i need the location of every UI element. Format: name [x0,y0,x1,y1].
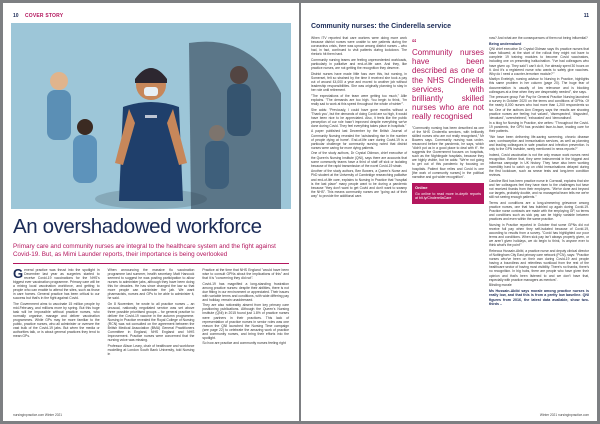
body-paragraph: When announcing the massive flu vaccination programme last summer, health secretary Matt Hancock seemed to suggest he was posting participation to allow nurses to administer jabs, although they have been doing this for decades. He has since changed the law so that more people can administer the jab. We want pharmacists, nurses and GPs to be able to administer it, he said. [107,268,195,301]
body-column [311,36,407,307]
body-paragraph: The Government aims to vaccinate 15 million people by mid-February, and millions more by spring. But this huge task will be impossible without practice nurses, who normally organise, manage and deliver vaccination programmes. While GPs may be more familiar to the public, practice nurses, who all administer or oversee the vast bulk of the Covid-19 jabs. But when the media or authorities talk, or is about general practices they tend to mean GPs. [13,301,100,339]
body-paragraph: Another of the study authors, Ben Bowers, a Queen's Nurse and PhD student at the University of Cambridge researching palliative and end-of-life care, explains to Nursing in Practice that "hospital is the last place" many people want to be during a pandemic because "they don't want to get Covid and don't want to swamp the NHS". This means community nurses are "going out of their way" to provide the additional care. [311,169,407,198]
body-paragraph: Covid-19 has magnified a long-standing frustration among practice nurses: despite their abilities, there is not due fitting in our environment or appreciated. Their issues with variable terms and conditions, with wide differing pay and holiday, remain unaddressed. [202,281,290,302]
subsection-heading: Community nurses: the Cinderella service [311,23,452,30]
page-header [13,13,63,19]
body-paragraph: The pressure group Fair Pay for General Practice Nursing launched a survey in October 2020 on the terms and conditions of GPNs. Of the nearly 8,000 nurses who had more than 1,200 respondents so far. One of the authors Ann Gregory says the results are showing practice nurses are feeling 'not valued', 'disrespected', 'disgusted', 'devalued', 'overwhelmed', 'exhausted' and 'demoralised'. [489,95,589,120]
online-box-text[interactable]: Go online to read more in-depth reports at bit.ly/CinderellaCare [415,191,481,201]
body-paragraph: Community nursing teams are feeling unprecedented workloads, particularly in palliative and end-of-life care. And they, like practice nurses, are not getting the recognition they deserve. [311,57,407,71]
body-paragraph: Rebecca Hussain-Abibi, a practice nurse and deputy clinical director of Nottingham City East primary care network (PCN), says: "Practice nurses who've been on their own during Covid-19 and people having a boundless and relentless workload from the rest of the healthcare sector of having most visibility. There's no thanks, there's no recognition. In big hubs, there are people who have given their opinion and that's been listened to and we don't have that, especially with practice managers as mentors". [489,249,589,282]
page-footer: nursinginpractice.com Winter 2021 [13,413,63,417]
right-body-columns [311,36,589,307]
body-column [489,36,589,307]
nurse-illustration [11,23,291,209]
right-page [301,3,597,421]
body-column [13,268,100,357]
page-number: 11 [583,13,589,19]
body-paragraph: "The expectations of the team were getting too much," Allie explains. "The demands are too high. You begin to think, 'I'm really sad to work at this speed throughout the whole of winter'". [311,93,407,106]
body-subheading: Ms Hussain-Abibi says morale among practice nurses is really low, and that this is from a pretty low baseline. QNI figures from 2016, the latest data available, show two-thirds – [489,289,589,306]
quote-mark-icon: “ [412,36,417,51]
body-paragraph: "We have been delivering life-saving screening, chronic disease care, contraception and immunisation services, as well as planning and leading colleagues in safe practice and infection prevention. Is only to the GPN invisible, rarely mentioned in news reports?" [489,135,589,152]
section-label: COVER STORY [24,13,64,19]
divider [13,263,289,264]
body-paragraph: A paper published last December by the British Journal of Community Nursing revealed the 'outstanding rise in the number of people dying at home'. End-of-life care during Covid-19 is a particular challenge for community nursing noted that district nurses were caring for more dying patients. [311,129,407,150]
body-paragraph: Terms and conditions are a long-simmering grievance among practice nurses, one that has bubbled up again during Covid-19. Practice nurse contracts are made with the employing GP, so terms and conditions such as sick pay can be highly variable between practices and even within the same practice. [489,200,589,222]
body-paragraph: One of the study authors, Dr Crystal Oldman, chief executive of the Queen's Nursing Institute (QNI), says there are accounts that some community teams have a third of staff off sick or isolating because of the rapid transmission of the novel Covid-19 strain. [311,151,407,168]
body-paragraph: She adds: "Previously, I could have gone months without a 'Thank you', but the demands of doing Covid are so high, it would have been nice to be appreciated. Also, it feels like the public perception of our role hasn't improved despite everything we've done during Covid. They feel everything takes place in hospitals." [311,107,407,128]
page-number: 10 [13,13,19,19]
body-paragraph: General practice was thrust into the spotlight in December last year as surgeries started to receive Covid-19 vaccinations for the NHS's biggest ever vaccination programme. Primary care will be a mixing local vaccination workforce, and getting to people who can enable to attend the sites, such as those in care homes. General practice has been critical to our success but that's in the fight against Covid. [13,266,100,301]
body-paragraph: They are also noticeably absent from key primary care positioning publications. Although the Queen's Nursing Institute (QNI) in 2015 found just 1.8% of practice nurses were partners in their practices. This lack of representation of practice nurses in senior roles was one reason the QNI launched the Nursing Time campaign (see page 22) to celebrate the amazing work of practice and community nurses, and bring their efforts into the spotlight. [202,303,290,340]
headline: An overshadowed workforce [13,215,262,238]
body-paragraph: Caroline Bird has been practice nurse in Cornwall, explains that she and her colleagues feel they have risen to the challenges but have not received thanks from their employers. "We've done and beyond our targets, probably double, and no managerial team tells me we're still not seeing enough patients." [489,179,589,200]
body-paragraph: QNI chief executive Dr Crystal Oldman says it's practice nurses that have followed; at the start of the rollout they might not have to complete 19 training modules to become Covid vaccinators, including one on presenting hallucination. "I've had colleagues who have given up. They said 'I can't do it, I've already spent 30 hours on it. And it's a registered nurse who wants to safely give vaccines. Why do I need a counter-terrorism module?'" [489,47,589,76]
body-subheading: Being undervalued [489,42,522,47]
body-paragraph: In a blog for Nursing in Practice, she writes: "Throughout the Covid-19 pandemic, the GPN has provided face-to-face, leading care for their patients. [489,121,589,134]
body-paragraph: On 8 November, he wrote to all practice nurses – an unusual, nationally negotiated service was set above three possible prioritised groups – for general practice to deliver the Covid-19 vaccine in the autumn programme. Nursing in Practice revealed the Royal College of Nursing (RCN) was not consulted on the agreement between the British Medical Association (BMA) General Practitioners Committee in England, NHS England and NHS Improvement. Practice nurses were concerned that the nursing voice was missing. [107,301,195,343]
left-page [3,3,299,421]
body-paragraph: When ITV reported that care workers were doing more work because district nurses were unable to see patients during the coronavirus crisis, there was uproar among district nurses – who had, in fact, continued to visit patients during lockdown. The rhetoric hit them hard. [311,36,407,57]
pull-quote-column [412,36,484,307]
body-column [202,268,289,357]
page-footer: Winter 2021 nursinginpractice.com [539,413,589,417]
pull-quote-text: Community nurses have been described as one of the NHS Cinderella services, with brilliantly skilled nurses who are not really recognised [412,48,484,122]
body-paragraph: So how are practice and community nurses feeling right [202,341,286,346]
drop-cap: G [13,266,24,281]
pull-quote [412,36,484,122]
body-paragraph: Practice at the time that NHS England "would have been wise to consult GPNs about the implications of this" and that it is "concerning they did not". [202,268,290,281]
body-column [108,268,195,357]
body-paragraph: District nurses have made little fuss over this, but nursing, in Somerset, felt so strained by the time it received she took a pay cut of around £4,000 a year and moved to another job without leadership responsibilities. She was originally planning to stay in her role until retirement. [311,71,407,93]
body-paragraph: Marilyn Eveleigh, nursing advisor to Nursing in Practice, highlights this same problem in her column (page 20). The huge fear of documentation is usually of low relevance and is blocking colleagues at a time when they are desperately needed", she says. [489,77,589,94]
body-columns [13,268,289,357]
body-paragraph: Professor Alison Leary, chair of healthcare and workforce modelling at London South Bank University, told Nursing in [107,343,195,356]
standfirst: Primary care and community nurses are integral to the healthcare system and the fight against Covid-19. But, as Mimi Launder reports, their importance is being overlooked [13,243,276,258]
body-paragraph: Blinding morale [489,283,512,288]
nurse-illustration-art [11,23,291,209]
body-paragraph: now? And what are the consequences of them not being influential? [489,36,588,40]
body-paragraph: "Community nursing has been described as one of the NHS Cinderella services, with brilliantly skilled nurses who are not really recognised," Mr Bowers says. Community nursing was under-resourced before the pandemic, he says, which "didn't put us in a good place to deal with it". He suggests the Government focuses on hospitals, such as the Nightingale hospitals, because they are highly visible, but he adds: "We're not going to get out of this pandemic by focusing on hospitals. Patient flow relies and Covid is one [the work of community nurses] in the political narrative and got wider recognition". [412,125,484,179]
online-box[interactable] [412,183,484,204]
body-paragraph: Indeed, Covid vaccination is not the only reason work nurses need recognition. Before that, they were instrumental in the biggest and influenza campaign in UK history. They have also been working incredibly hard to catch up on child immunisations delayed during the first lockdown, such as smear tests and long-term condition reviews. [489,152,589,178]
body-paragraph: Nursing in Practice reported in October that some GPNs did not receive full pay when they self-isolated because of Covid-19, according to results from a survey. "Covid has highlighted our poor terms and conditions. When sick pay isn't always properly given, or we aren't given holidays, we do begin to think, 'is anyone ever to think what's the point'" [489,222,589,248]
online-box-title: Online [415,184,428,190]
